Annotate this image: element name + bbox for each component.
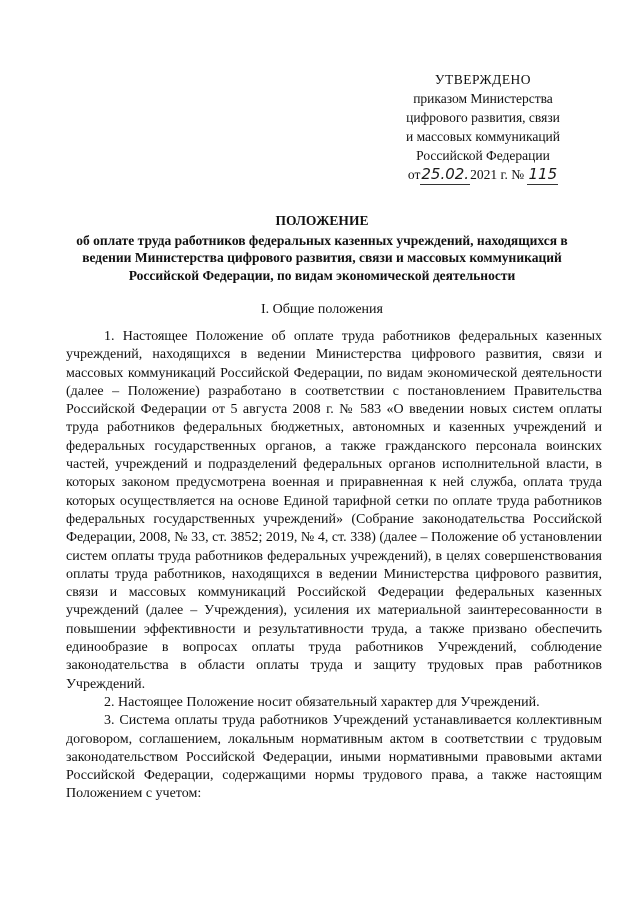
paragraph-2: 2. Настоящее Положение носит обязательный характер для Учреждений.: [104, 694, 540, 710]
handwritten-order-number: 115: [528, 165, 558, 183]
document-title-block: [66, 212, 578, 284]
document-subtitle: об оплате труда работников федеральных казенных учреждений, находящихся в ведении Министерства цифрового развития, связи и массовых коммуникаций Российской Федерации, по видам экономической деятельности: [76, 232, 568, 283]
approval-line-3: и массовых коммуникаций: [405, 129, 561, 144]
approval-stamp-block: [388, 70, 578, 185]
paragraph-3: 3. Система оплаты труда работников Учреждений устанавливается коллективным договором, соглашением, локальным нормативным актом в соответствии с трудовым законодательством Российской Федерации, иными нормативными правовыми актами Российской Федерации, содержащими нормы трудового права, а также настоящим Положением с учетом:: [66, 713, 602, 802]
approval-line-4: Российской Федерации: [416, 148, 550, 163]
date-suffix: 2021 г. №: [470, 167, 525, 182]
approval-line-2: цифрового развития, связи: [406, 110, 560, 125]
approval-date-line: [388, 165, 578, 185]
document-body: [66, 328, 602, 804]
section-heading: I. Общие положения: [261, 302, 383, 317]
paragraph-1: 1. Настоящее Положение об оплате труда работников федеральных казенных учреждений, находящихся в ведении Министерства цифрового развития, связи и массовых коммуникаций Российской Федерации, по видам экономической деятельности (далее – Положение) разработано в соответствии с постановлением Правительства Российской Федерации от 5 августа 2008 г. № 583 «О введении новых систем оплаты труда работников федеральных бюджетных, автономных и казенных учреждений и федеральных государственных органов, а также гражданского персонала воинских частей, учреждений и подразделений федеральных органов исполнительной власти, в которых законом предусмотрена военная и приравненная к ней служба, оплата труда которых осуществляется на основе Единой тарифной сетки по оплате труда работников федеральных государственных учреждений» (Собрание законодательства Российской Федерации, 2008, № 33, ст. 3852; 2019, № 4, ст. 338) (далее – Положение об установлении систем оплаты труда работников федеральных учреждений), в целях совершенствования оплаты труда работников, находящихся в ведении Министерства цифрового развития, связи и массовых коммуникаций Российской Федерации федеральных казенных учреждений (далее – Учреждения), усиления их материальной заинтересованности в повышении эффективности и результативности труда, а также призвано обеспечить единообразие в вопросах оплаты труда работников Учреждений, соблюдение законодательства в области оплаты труда и защиту трудовых прав работников Учреждений.: [66, 329, 602, 692]
approval-line-1: приказом Министерства: [413, 91, 553, 106]
approval-heading: УТВЕРЖДЕНО: [434, 72, 532, 87]
handwritten-date: 25.02.: [421, 165, 470, 183]
date-prefix: от: [407, 167, 421, 182]
document-title: ПОЛОЖЕНИЕ: [275, 213, 369, 228]
